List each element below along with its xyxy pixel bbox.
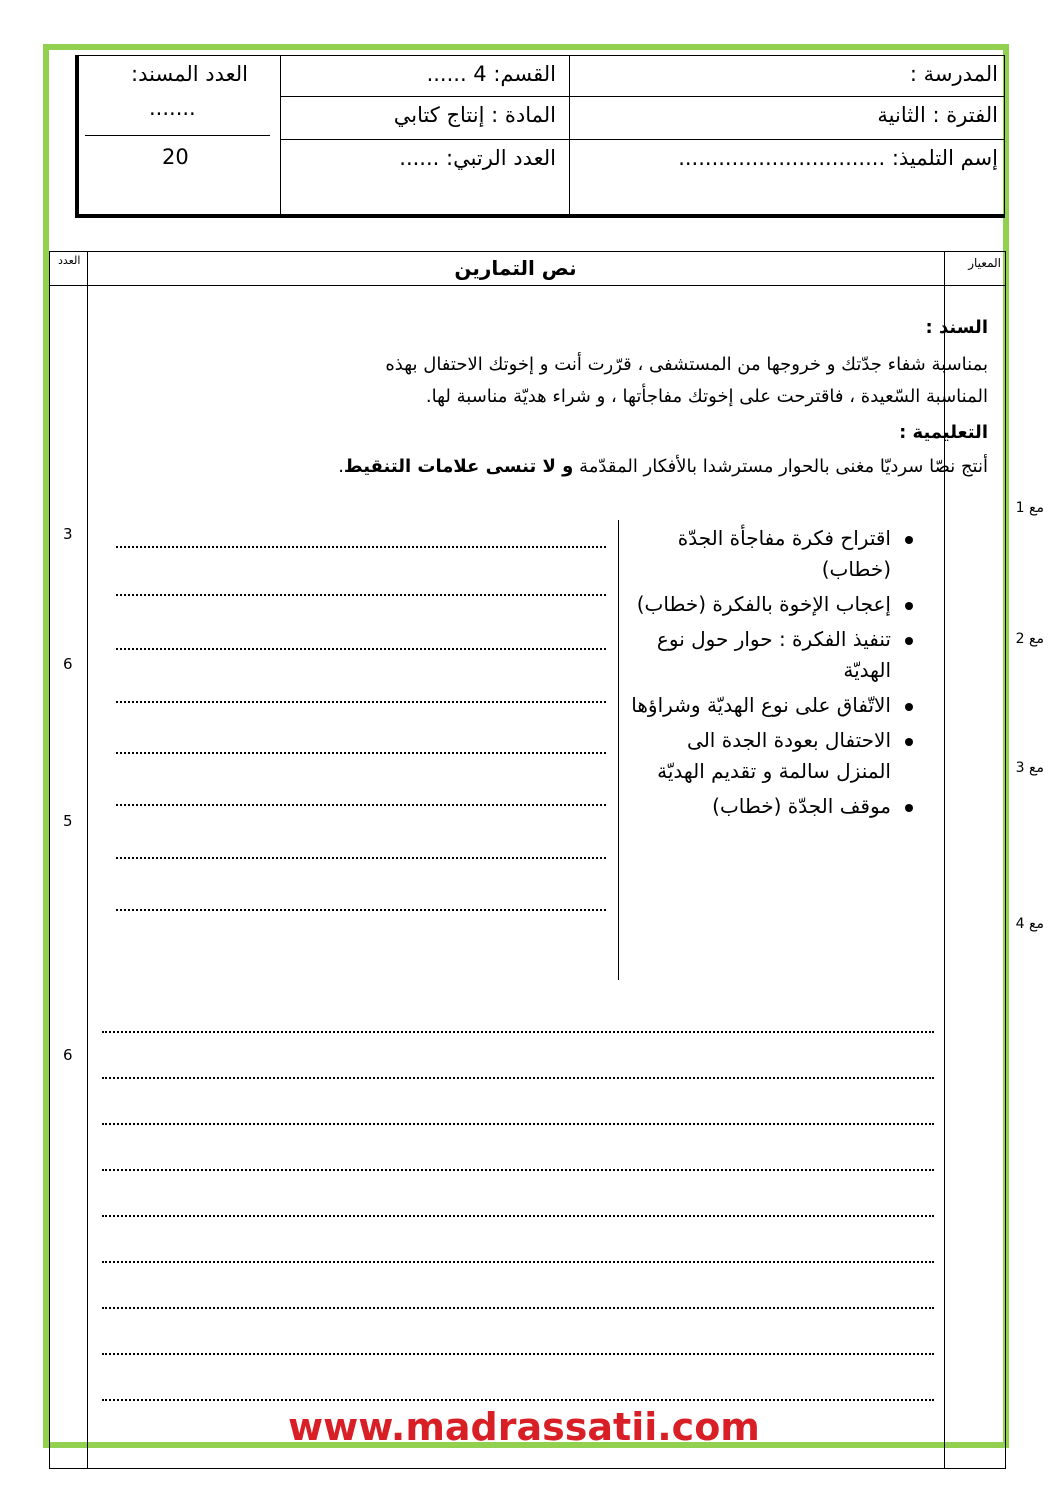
writing-line[interactable] [102, 1169, 934, 1171]
list-item: اقتراح فكرة مفاجأة الجدّة (خطاب) [631, 523, 891, 585]
exercise-title: نص التمارين [454, 256, 577, 280]
support-line-2: المناسبة السّعيدة ، فاقترحت على إخوتك مفاجأتها ، و شراء هديّة مناسبة لها. [425, 386, 988, 407]
ideas-divider [618, 520, 619, 980]
student-name-label: إسم التلميذ: ............................... [678, 146, 998, 170]
list-item: الاتّفاق على نوع الهديّة وشراؤها [631, 690, 891, 721]
instruction-text [208, 452, 988, 482]
header-row-line [281, 96, 1004, 97]
grade-label: العدد المسند: [131, 62, 248, 86]
score-value: 3 [63, 525, 73, 543]
grade-value: ....... [149, 96, 196, 120]
writing-line[interactable] [116, 701, 606, 703]
support-line-1: بمناسبة شفاء جدّتك و خروجها من المستشفى ، قرّرت أنت و إخوتك الاحتفال بهذه [385, 354, 988, 375]
grade-line [85, 135, 270, 136]
table-header-line [50, 285, 1005, 286]
grade-total: 20 [162, 145, 189, 169]
class-label: القسم: 4 ...... [426, 62, 556, 86]
writing-line[interactable] [116, 752, 606, 754]
period-label: الفترة : الثانية [877, 103, 998, 127]
writing-line[interactable] [116, 594, 606, 596]
writing-line[interactable] [102, 1215, 934, 1217]
writing-line[interactable] [102, 1031, 934, 1033]
ideas-list [631, 523, 913, 826]
support-title: السند : [925, 317, 988, 338]
instruction-bold: و لا تنسى علامات التنقيط [343, 456, 574, 477]
writing-line[interactable] [102, 1353, 934, 1355]
list-item: موقف الجدّة (خطاب) [631, 791, 891, 822]
criterion-label: مع 4 [1015, 916, 1044, 932]
serial-number-label: العدد الرتبي: ...... [399, 146, 556, 170]
writing-line[interactable] [116, 857, 606, 859]
criterion-label: مع 2 [1015, 631, 1044, 647]
score-column-line [87, 252, 88, 1468]
score-value: 6 [63, 1046, 73, 1064]
writing-line[interactable] [102, 1399, 934, 1401]
school-label: المدرسة : [909, 62, 998, 86]
subject-label: المادة : إنتاج كتابي [393, 103, 556, 127]
writing-line[interactable] [116, 804, 606, 806]
list-item: تنفيذ الفكرة : حوار حول نوع الهديّة [631, 624, 891, 686]
list-item: إعجاب الإخوة بالفكرة (خطاب) [631, 589, 891, 620]
writing-line[interactable] [102, 1307, 934, 1309]
criterion-label: مع 3 [1015, 760, 1044, 776]
criteria-column-header: المعيار [968, 256, 1001, 270]
writing-line[interactable] [102, 1261, 934, 1263]
list-item: الاحتفال بعودة الجدة الى المنزل سالمة و تقديم الهديّة [631, 725, 891, 787]
score-value: 5 [63, 812, 73, 830]
instruction-end: . [338, 456, 344, 477]
header-row-line [281, 139, 1004, 140]
header-divider [280, 56, 281, 214]
writing-line[interactable] [116, 648, 606, 650]
instruction-title: التعليمية : [899, 422, 988, 443]
score-value: 6 [63, 655, 73, 673]
header-divider [569, 56, 570, 214]
site-watermark: www.madrassatii.com [288, 1405, 760, 1449]
instruction-plain: أنتج نصّا سرديّا مغنى بالحوار مسترشدا بالأفكار المقدّمة [573, 456, 988, 477]
header-table [75, 55, 1005, 218]
writing-line[interactable] [102, 1123, 934, 1125]
writing-line[interactable] [116, 546, 606, 548]
writing-line[interactable] [116, 909, 606, 911]
criterion-label: مع 1 [1015, 500, 1044, 516]
writing-line[interactable] [102, 1077, 934, 1079]
score-column-header: العدد [58, 254, 81, 267]
